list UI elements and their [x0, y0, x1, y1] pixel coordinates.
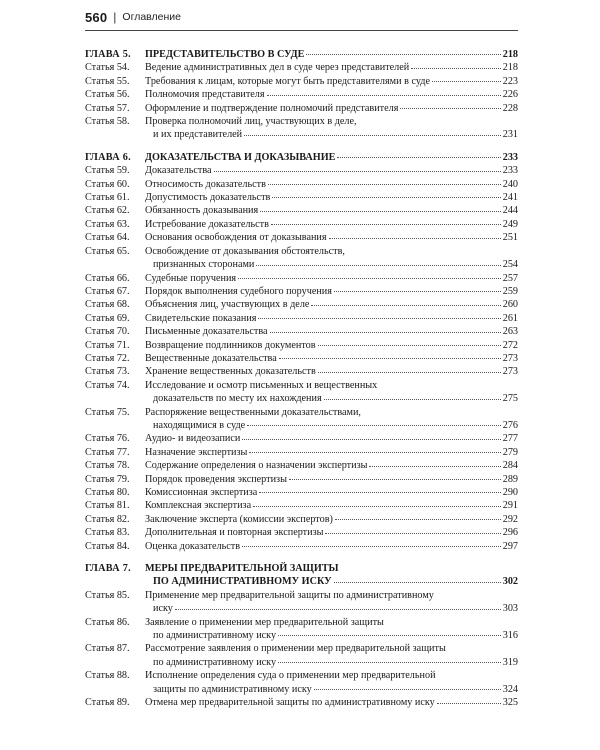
page-ref: 273 [502, 366, 518, 378]
article-label: Статья 85. [85, 589, 130, 601]
article-title-line: Полномочия представителя [145, 89, 265, 101]
article-title-line: и их представителей [153, 129, 243, 141]
article-title-line: Порядок выполнения судебного поручения [145, 285, 332, 297]
article-title-line: Распоряжение вещественными доказательствами, [145, 406, 361, 418]
page-ref: 226 [502, 89, 518, 101]
page-ref: 251 [502, 232, 518, 244]
article-title-line: Отмена мер предварительной защиты по административному иску [145, 697, 435, 709]
page-ref: 303 [502, 603, 518, 615]
article-label: Статья 68. [85, 299, 130, 311]
article-entry[interactable] [85, 61, 518, 74]
page-ref: 257 [502, 272, 518, 284]
page-ref: 241 [502, 192, 518, 204]
article-title-line: Назначение экспертизы [145, 446, 248, 458]
article-entry[interactable] [85, 102, 518, 115]
article-label: Статья 60. [85, 178, 130, 190]
dot-leader [324, 399, 501, 400]
article-entry[interactable] [85, 589, 518, 616]
page-ref: 290 [502, 487, 518, 498]
page-ref: 292 [502, 513, 518, 525]
article-title-line: Применение мер предварительной защиты по административному [145, 589, 434, 601]
article-label: Статья 77. [85, 446, 130, 458]
page-ref: 240 [502, 178, 518, 190]
article-entry[interactable] [85, 285, 518, 298]
article-entry[interactable] [85, 204, 518, 217]
dot-leader [289, 479, 501, 480]
article-entry[interactable] [85, 459, 518, 472]
article-label: Статья 79. [85, 473, 130, 485]
article-entry[interactable] [85, 526, 518, 539]
dot-leader [272, 197, 500, 198]
article-entry[interactable] [85, 115, 518, 142]
article-title-line: Порядок проведения экспертизы [145, 473, 287, 485]
page-ref: 291 [502, 500, 518, 512]
page-ref: 260 [502, 299, 518, 311]
page-ref: 249 [502, 218, 518, 230]
article-title-line: по административному иску [153, 656, 277, 668]
page-ref: 259 [502, 285, 518, 297]
article-entry[interactable] [85, 272, 518, 285]
dot-leader [253, 506, 501, 507]
article-label: Статья 82. [85, 513, 130, 525]
page-ref: 319 [502, 656, 518, 668]
dot-leader [306, 54, 500, 55]
chapter-label: ГЛАВА 6. [85, 151, 131, 163]
article-label: Статья 80. [85, 487, 130, 498]
chapter-entry[interactable] [85, 151, 518, 164]
article-entry[interactable] [85, 164, 518, 177]
article-title-line: Содержание определения о назначении экспертизы [145, 460, 368, 472]
page-ref: 218 [502, 49, 518, 60]
article-label: Статья 74. [85, 379, 130, 391]
article-title-line: Дополнительная и повторная экспертизы [145, 527, 324, 539]
chapter-gap [85, 553, 518, 562]
dot-leader [335, 519, 501, 520]
article-entry[interactable] [85, 339, 518, 352]
chapter-entry[interactable] [85, 48, 518, 61]
article-label: Статья 66. [85, 272, 130, 284]
dot-leader [214, 171, 501, 172]
article-title-line: Комиссионная экспертиза [145, 487, 258, 498]
dot-leader [279, 358, 501, 359]
article-entry[interactable] [85, 75, 518, 88]
article-entry[interactable] [85, 486, 518, 499]
dot-leader [260, 211, 501, 212]
article-title-line: Относимость доказательств [145, 178, 266, 190]
dot-leader [432, 81, 501, 82]
article-title-line: по административному иску [153, 630, 277, 642]
dot-leader [242, 546, 501, 547]
article-title-line: Хранение вещественных доказательств [145, 366, 316, 378]
article-label: Статья 57. [85, 102, 130, 114]
dot-leader [334, 291, 501, 292]
dot-leader [437, 703, 501, 704]
article-title-line: Обязанность доказывания [145, 205, 259, 217]
page-ref: 284 [502, 460, 518, 472]
article-title-line: Ведение административных дел в суде через представителей [145, 62, 410, 74]
article-title-line: Комплексная экспертиза [145, 500, 252, 512]
article-title-line: Проверка полномочий лиц, участвующих в деле, [145, 116, 357, 128]
dot-leader [411, 68, 500, 69]
page-ref: 261 [502, 312, 518, 324]
article-entry[interactable] [85, 406, 518, 433]
article-title-line: Доказательства [145, 165, 212, 177]
page-ref: 325 [502, 697, 518, 709]
article-label: Статья 65. [85, 245, 130, 257]
article-entry[interactable] [85, 178, 518, 191]
article-title-line: Рассмотрение заявления о применении мер предварительной защиты [145, 643, 446, 655]
dot-leader [259, 492, 500, 493]
article-title-line: Свидетельские показания [145, 312, 257, 324]
chapter-title-line: ДОКАЗАТЕЛЬСТВА И ДОКАЗЫВАНИЕ [145, 151, 336, 163]
article-label: Статья 87. [85, 643, 130, 655]
article-label: Статья 76. [85, 433, 130, 445]
page-ref: 276 [502, 419, 518, 431]
article-title-line: признанных сторонами [153, 259, 255, 271]
article-label: Статья 83. [85, 527, 130, 539]
article-entry[interactable] [85, 352, 518, 365]
dot-leader [278, 635, 501, 636]
article-entry[interactable] [85, 513, 518, 526]
page-ref: 302 [502, 576, 518, 588]
article-title-line: Возвращение подлинников документов [145, 339, 316, 351]
dot-leader [311, 305, 500, 306]
dot-leader [270, 332, 501, 333]
article-entry[interactable] [85, 432, 518, 445]
dot-leader [258, 318, 500, 319]
article-entry[interactable] [85, 669, 518, 696]
article-title-line: Аудио- и видеозаписи [145, 433, 241, 445]
dot-leader [329, 238, 501, 239]
dot-leader [400, 108, 500, 109]
dot-leader [256, 265, 500, 266]
page-ref: 289 [502, 473, 518, 485]
article-entry[interactable] [85, 218, 518, 231]
article-label: Статья 67. [85, 285, 130, 297]
article-entry[interactable] [85, 231, 518, 244]
page-ref: 324 [502, 683, 518, 695]
dot-leader [242, 439, 500, 440]
article-label: Статья 55. [85, 75, 130, 87]
page-ref: 277 [502, 433, 518, 445]
article-label: Статья 70. [85, 326, 130, 338]
article-label: Статья 61. [85, 192, 130, 204]
page-ref: 223 [502, 75, 518, 87]
dot-leader [318, 372, 501, 373]
page-ref: 233 [502, 151, 518, 163]
page-ref: 231 [502, 129, 518, 141]
article-label: Статья 72. [85, 352, 130, 364]
article-entry[interactable] [85, 696, 518, 709]
dot-leader [268, 184, 501, 185]
page-ref: 273 [502, 352, 518, 364]
article-entry[interactable] [85, 379, 518, 406]
chapter-title-line: ПРЕДСТАВИТЕЛЬСТВО В СУДЕ [145, 49, 305, 60]
article-entry[interactable] [85, 191, 518, 204]
article-label: Статья 69. [85, 312, 130, 324]
article-entry[interactable] [85, 365, 518, 378]
article-entry[interactable] [85, 642, 518, 669]
article-label: Статья 84. [85, 540, 130, 552]
article-entry[interactable] [85, 499, 518, 512]
article-label: Статья 56. [85, 89, 130, 101]
dot-leader [249, 452, 500, 453]
dot-leader [175, 609, 501, 610]
chapter-title-line: МЕРЫ ПРЕДВАРИТЕЛЬНОЙ ЗАЩИТЫ [145, 563, 339, 575]
article-title-line: Оформление и подтверждение полномочий представителя [145, 102, 399, 114]
dot-leader [247, 425, 501, 426]
article-title-line: иску [153, 603, 173, 615]
article-title-line: Основания освобождения от доказывания [145, 232, 327, 244]
article-entry[interactable] [85, 312, 518, 325]
page-ref: 279 [502, 446, 518, 458]
chapter-label: ГЛАВА 7. [85, 563, 131, 575]
page-number: 560 [85, 9, 108, 25]
page-ref: 218 [502, 62, 518, 74]
article-label: Статья 64. [85, 232, 130, 244]
article-entry[interactable] [85, 473, 518, 486]
page-ref: 316 [502, 630, 518, 642]
article-title-line: Исполнение определения суда о применении мер предварительной [145, 670, 436, 682]
article-entry[interactable] [85, 325, 518, 338]
article-title-line: Заключение эксперта (комиссии экспертов) [145, 513, 333, 525]
article-title-line: Заявление о применении мер предварительной защиты [145, 616, 384, 628]
dot-leader [314, 689, 501, 690]
dot-leader [278, 662, 501, 663]
article-label: Статья 54. [85, 62, 130, 74]
article-label: Статья 81. [85, 500, 130, 512]
chapter-label: ГЛАВА 5. [85, 49, 131, 60]
article-entry[interactable] [85, 540, 518, 553]
article-label: Статья 73. [85, 366, 130, 378]
page-ref: 297 [502, 540, 518, 552]
page-ref: 228 [502, 102, 518, 114]
header-separator: | [113, 10, 117, 24]
chapter-gap [85, 142, 518, 151]
article-label: Статья 88. [85, 670, 130, 682]
article-title-line: Объяснения лиц, участвующих в деле [145, 299, 310, 311]
article-title-line: Допустимость доказательств [145, 192, 271, 204]
chapter-title-line: ПО АДМИНИСТРАТИВНОМУ ИСКУ [153, 576, 332, 588]
article-entry[interactable] [85, 245, 518, 272]
page-ref: 233 [502, 165, 518, 177]
article-label: Статья 89. [85, 697, 130, 709]
article-label: Статья 58. [85, 116, 130, 128]
article-title-line: Письменные доказательства [145, 326, 268, 338]
chapter-entry[interactable] [85, 562, 518, 589]
dot-leader [369, 466, 500, 467]
article-label: Статья 75. [85, 406, 130, 418]
dot-leader [325, 533, 500, 534]
dot-leader [318, 345, 501, 346]
article-label: Статья 71. [85, 339, 130, 351]
dot-leader [334, 582, 501, 583]
article-title-line: Истребование доказательств [145, 218, 269, 230]
article-title-line: Вещественные доказательства [145, 352, 277, 364]
page-ref: 254 [502, 259, 518, 271]
page-ref: 263 [502, 326, 518, 338]
article-label: Статья 59. [85, 165, 130, 177]
article-title-line: находящимися в суде [153, 419, 246, 431]
page-ref: 244 [502, 205, 518, 217]
page-ref: 296 [502, 527, 518, 539]
dot-leader [271, 224, 501, 225]
header-rule [85, 30, 518, 31]
article-entry[interactable] [85, 446, 518, 459]
article-title-line: Освобождение от доказывания обстоятельств, [145, 245, 345, 257]
page-header [85, 6, 518, 28]
dot-leader [267, 95, 501, 96]
article-title-line: Судебные поручения [145, 272, 237, 284]
section-title: Оглавление [122, 11, 181, 23]
dot-leader [244, 135, 501, 136]
article-title-line: Требования к лицам, которые могут быть представителями в суде [145, 75, 430, 87]
article-entry[interactable] [85, 298, 518, 311]
article-title-line: Оценка доказательств [145, 540, 241, 552]
article-entry[interactable] [85, 616, 518, 643]
article-title-line: защиты по административному иску [153, 683, 312, 695]
article-entry[interactable] [85, 88, 518, 101]
article-title-line: Исследование и осмотр письменных и вещественных [145, 379, 378, 391]
dot-leader [238, 278, 501, 279]
table-of-contents [85, 48, 518, 710]
article-label: Статья 63. [85, 218, 130, 230]
article-label: Статья 62. [85, 205, 130, 217]
article-label: Статья 86. [85, 616, 130, 628]
page-ref: 275 [502, 393, 518, 405]
article-label: Статья 78. [85, 460, 130, 472]
dot-leader [337, 157, 500, 158]
article-title-line: доказательств по месту их нахождения [153, 393, 322, 405]
page-ref: 272 [502, 339, 518, 351]
